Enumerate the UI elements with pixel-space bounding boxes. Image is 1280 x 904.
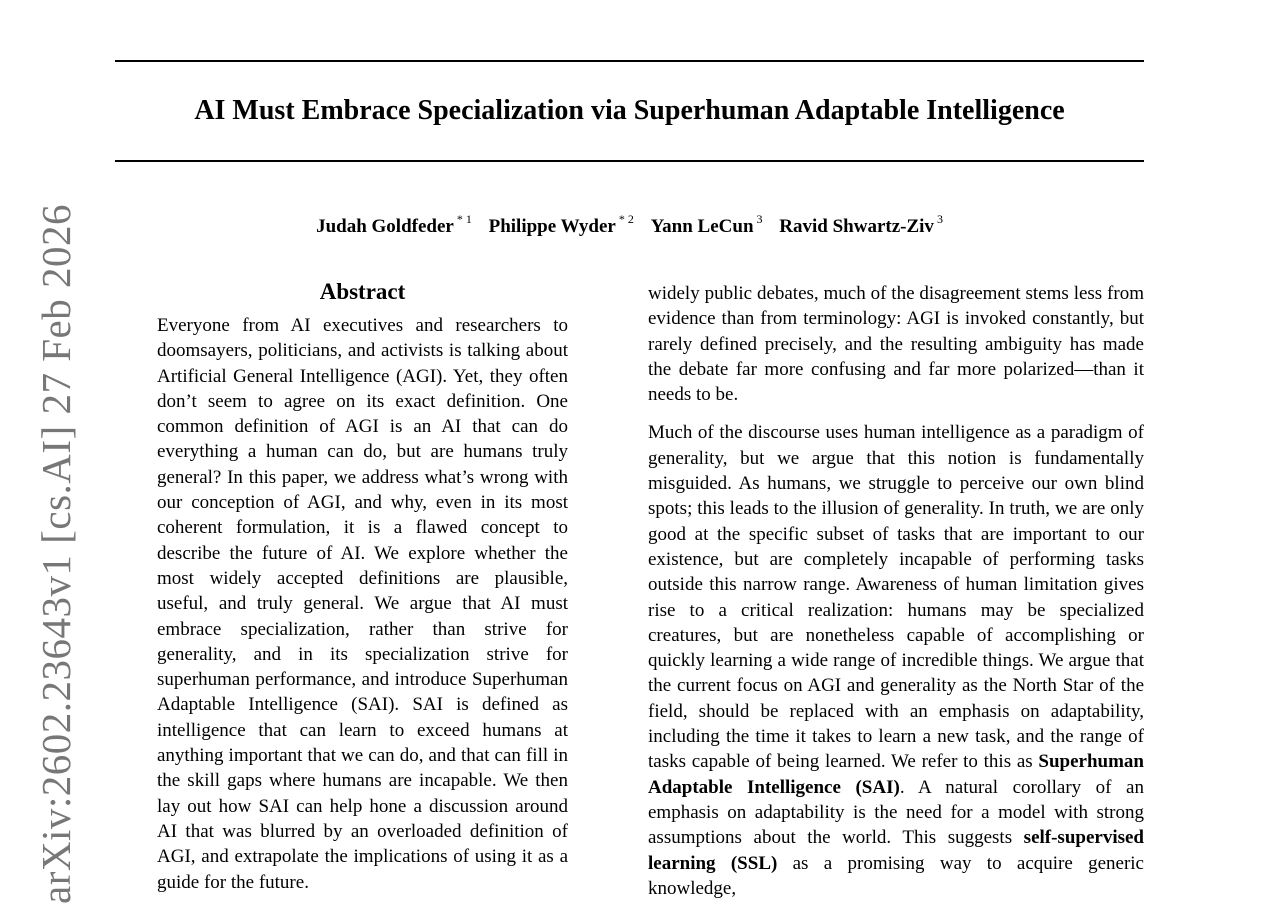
- arxiv-identifier-stamp: arXiv:2602.23643v1 [cs.AI] 27 Feb 2026: [33, 204, 79, 904]
- left-column: [157, 277, 568, 895]
- title-bottom-rule: [115, 160, 1144, 162]
- author: [316, 206, 472, 240]
- author-name: Judah Goldfeder: [316, 216, 454, 237]
- body-paragraph-2: [648, 420, 1144, 901]
- body-text-run: . A natural corollary of an emphasis on adaptability is the need for a model with strong assumptions about the world. This suggests: [648, 776, 1144, 849]
- author-name: Philippe Wyder: [488, 216, 616, 237]
- author-name: Yann LeCun: [650, 216, 754, 237]
- ssl-term: self-supervised learning (SSL): [648, 827, 1144, 874]
- author-list: [115, 206, 1144, 240]
- author-affiliation: 3: [756, 212, 763, 226]
- author: [651, 206, 763, 240]
- author: [779, 206, 943, 240]
- body-paragraph-1: widely public debates, much of the disagreement stems less from evidence than from terminology: AGI is invoked constantly, but rarely defined precisely, and the resulting ambiguity has made the debate far more confusing and far more polarized—than it needs to be.: [648, 283, 1144, 406]
- sai-term: Superhuman Adaptable Intelligence (SAI): [648, 751, 1144, 798]
- author-affiliation: 3: [936, 212, 943, 226]
- author: [489, 206, 634, 240]
- body-text-run: as a promising way to acquire generic knowledge,: [648, 852, 1144, 899]
- author-name: Ravid Shwartz-Ziv: [779, 216, 934, 237]
- title-top-rule: [115, 60, 1144, 62]
- abstract-text: Everyone from AI executives and researchers to doomsayers, politicians, and activists is talking about Artificial General Intelligence (AGI). Yet, they often don’t seem to agree on its exact definition. One common definition of AGI is an AI that can do everything a human can do, but are humans truly general? In this paper, we address what’s wrong with our conception of AGI, and why, even in its most coherent formulation, it is a flawed concept to describe the future of AI. We explore whether the most widely accepted definitions are plausible, useful, and truly general. We argue that AI must embrace specialization, rather than strive for generality, and in its specialization strive for superhuman performance, and introduce Superhuman Adaptable Intelligence (SAI). SAI is defined as intelligence that can learn to exceed humans at anything important that we can do, and that can fill in the skill gaps where humans are incapable. We then lay out how SAI can help hone a discussion around AI that was blurred by an overloaded definition of AGI, and extrapolate the implications of using it as a guide for the future.: [157, 315, 568, 893]
- right-column: [648, 281, 1144, 901]
- body-text-run: Much of the discourse uses human intelligence as a paradigm of generality, but we argue that this notion is fundamentally misguided. As humans, we struggle to perceive our own blind spots; this leads to the illusion of generality. In truth, we are only good at the specific subset of tasks that are important to our existence, but are completely incapable of performing tasks outside this narrow range. Awareness of human limitation gives rise to a critical realization: humans may be specialized creatures, but are nonetheless capable of accomplishing or quickly learning a wide range of incredible things. We argue that the current focus on AGI and generality as the North Star of the field, should be replaced with an emphasis on adaptability, including the time it takes to learn a new task, and the range of tasks capable of being learned. We refer to this as: [648, 422, 1144, 773]
- author-affiliation: * 2: [618, 212, 634, 226]
- paper-title: AI Must Embrace Specialization via Superhuman Adaptable Intelligence: [194, 95, 1065, 126]
- abstract-heading: Abstract: [319, 279, 406, 304]
- author-affiliation: * 1: [456, 212, 472, 226]
